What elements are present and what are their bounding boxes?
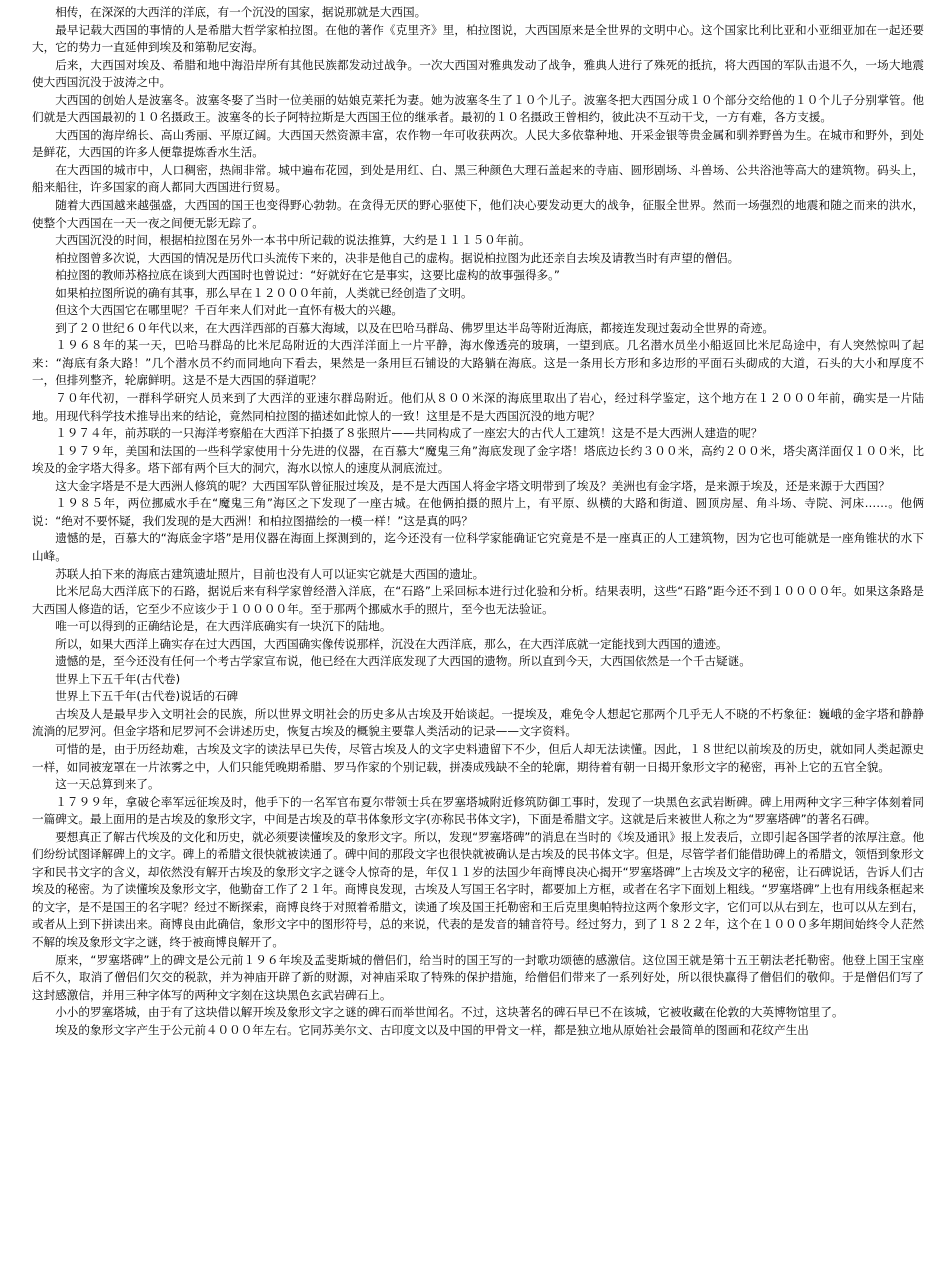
paragraph-war-earthquake: 后来，大西国对埃及、希腊和地中海沿岸所有其他民族都发动过战争。一次大西国对雅典发动了战争，雅典人进行了殊死的抵抗，将大西国的军队击退不久，一场大地震使大西国沉没于波涛之中。 bbox=[32, 57, 924, 90]
paragraph-conclusion: 唯一可以得到的正确结论是，在大西洋底确实有一块沉下的陆地。 bbox=[55, 619, 392, 634]
paragraph-civilization: 如果柏拉图所说的确有其事，那么早在１２０００年前，人类就已经创造了文明。 bbox=[55, 285, 473, 300]
paragraph-cities: 在大西国的城市中，人口稠密，热闹非常。城中遍布花园，到处是用红、白、黑三种颜色大理石盖起来的寺庙、圆形剧场、斗兽场、公共浴池等高大的建筑物。码头上，船来船往，许多国家的商人都同大西国进行贸易。 bbox=[32, 162, 924, 195]
paragraph-regret-pyramid: 遗憾的是，百慕大的“海底金字塔”是用仪器在海面上探测到的，迄今还没有一位科学家能确证它究竟是不是一座真正的人工建筑物，因为它也可能就是一座角锥状的水下山峰。 bbox=[32, 531, 924, 563]
paragraph-1960s: 到了２０世纪６０年代以来，在大西洋西部的百慕大海域，以及在巴哈马群岛、佛罗里达半岛等附近海底，都接连发现过轰动全世界的奇迹。 bbox=[55, 320, 775, 335]
paragraph-plato-record: 最早记载大西国的事情的人是希腊大哲学家柏拉图。在他的著作《克里齐》里，柏拉图说，大西国原来是全世界的文明中心。这个国家比利比亚和小亚细亚加在一起还要大，它的势力一直延伸到埃及和第勒尼安海。 bbox=[32, 22, 924, 55]
paragraph-1974-photos: １９７４年，前苏联的一只海洋考察船在大西洋下拍摄了８张照片——共同构成了一座宏大的古代人工建筑！这是不是大西洲人建造的呢？ bbox=[55, 426, 763, 441]
paragraph-bimini-road: 比米尼岛大西洋底下的石路，据说后来有科学家曾经潜入洋底，在“石路”上采回标本进行过化验和分析。结果表明，这些“石路”距今还不到１００００年。如果这条路是大西国人修造的话，它至少不应该少于１００００年。至于那两个挪威水手的照片，至今也无法验证。 bbox=[32, 584, 924, 616]
paragraph-mystery: 遗憾的是，至今还没有任何一个考古学家宣布说，他已经在大西洋底发现了大西国的遗物。所以直到今天，大西国依然是一个千古疑谜。 bbox=[55, 654, 751, 669]
paragraph-1970s-azores: ７０年代初，一群科学研究人员来到了大西洋的亚速尔群岛附近。他们从８００米深的海底里取出了岩心，经过科学鉴定，这个地方在１２０００年前，确实是一片陆地。用现代科学技术推导出来的结论，竟然同柏拉图的描述如此惊人的一致！这里是不是大西国沉没的地方呢？ bbox=[32, 391, 924, 423]
paragraph-1985-city: １９８５年，两位挪威水手在“魔鬼三角”海区之下发现了一座古城。在他俩拍摄的照片上，有平原、纵横的大路和街道、圆顶房屋、角斗场、寺院、河床……。他俩说：“绝对不要怀疑，我们发现的是大西洲！和柏拉图描绘的一模一样！”这是真的吗？ bbox=[32, 496, 924, 528]
section-heading-stele: 世界上下五千年(古代卷)说话的石碑 bbox=[55, 689, 239, 704]
paragraph-champollion: 要想真正了解古代埃及的文化和历史，就必须要读懂埃及的象形文字。所以，发现“罗塞塔碑”的消息在当时的《埃及通讯》报上发表后，立即引起各国学者的浓厚注意。他们纷纷试图译解碑上的文字。碑上的希腊文很快就被读通了。碑中间的那段文字也很快就被确认是古埃及的民书体文字。但是，尽管学者们能借助碑上的希腊文，领悟到象形文字和民书文字的含义，却依然没有解开古埃及的象形文字之谜令人惊奇的是，年仅１１岁的法国少年商博良决心揭开“罗塞塔碑”上古埃及文字的秘密，让石碑说话，告诉人们古埃及的秘密。为了读懂埃及象形文字，他勤奋工作了２１年。商博良发现，古埃及人写国王名字时，都要加上方框，或者在名字下面划上粗线。“罗塞塔碑”上也有用线条框起来的文字，是不是国王的名字呢？经过不断探索，商博良终于对照着希腊文，读通了埃及国王托勒密和王后克里奥帕特拉这两个象形文字，它们可以从右到左，也可以从左到右，或者从上到下拼读出来。商博良由此确信，象形文字中的图形符号，总的来说，代表的是发音的辅音符号。经过努力，到了１８２２年，这个在１０００多年期间始终令人茫然不解的埃及象形文字之谜，终于被商博良解开了。 bbox=[32, 829, 924, 949]
paragraph-pyramid-question: 这大金字塔是不是大西洲人修筑的呢？大西国军队曾征服过埃及，是不是大西国人将金字塔文明带到了埃及？美洲也有金字塔，是来源于埃及，还是来源于大西国？ bbox=[55, 478, 890, 493]
section-heading-book: 世界上下五千年(古代卷) bbox=[55, 671, 181, 686]
paragraph-hieroglyph-origin: 埃及的象形文字产生于公元前４０００年左右。它同苏美尔文、古印度文以及中国的甲骨文一样，都是独立地从原始社会最简单的图画和花纹产生出 bbox=[55, 1022, 809, 1037]
paragraph-1968-road: １９６８年的某一天，巴哈马群岛的比米尼岛附近的大西洋洋面上一片平静，海水像透亮的玻璃，一望到底。几名潜水员坐小船返回比米尼岛途中，有人突然惊叫了起来：“海底有条大路！”几个潜水员不约而同地向下看去，果然是一条用巨石铺设的大路躺在海底。这是一条用长方形和多边形的平面石头砌成的大道，石头的大小和厚度不一，但排列整齐，轮廓鲜明。这是不是大西国的驿道呢？ bbox=[32, 338, 924, 388]
paragraph-ancient-egypt: 古埃及人是最早步入文明社会的民族，所以世界文明社会的历史多从古埃及开始谈起。一提埃及，难免令人想起它那两个几乎无人不晓的不朽象征：巍峨的金字塔和静静流淌的尼罗河。但金字塔和尼罗河不会讲述历史，恢复古埃及的概貌主要靠人类活动的记录——文字资料。 bbox=[32, 706, 924, 739]
paragraph-ambition: 随着大西国越来越强盛，大西国的国王也变得野心勃勃。在贪得无厌的野心驱使下，他们决心要发动更大的战争，征服全世界。然而一场强烈的地震和随之而来的洪水，使整个大西国在一天一夜之间便无影无踪了。 bbox=[32, 198, 924, 230]
paragraph-day-came: 这一天总算到来了。 bbox=[55, 777, 160, 792]
paragraph-ptolemy-letter: 原来，“罗塞塔碑”上的碑文是公元前１９６年埃及孟斐斯城的僧侣们，给当时的国王写的一封歌功颂德的感激信。这位国王就是第十五王朝法老托勒密。他登上国王宝座后不久，取消了僧侣们欠交的税款，并为神庙开辟了新的财源，对神庙采取了特殊的保护措施，给僧侣们带来了一系列好处，所以很快赢得了僧侣们的敬仰。于是僧侣们写了这封感激信，并用三种字体写的两种文字刻在这块黑色玄武岩碑石上。 bbox=[32, 952, 924, 1002]
paragraph-socrates: 柏拉图的教师苏格拉底在谈到大西国时也曾说过：“好就好在它是事实，这要比虚构的故事强得多。” bbox=[55, 268, 560, 283]
paragraph-1979-pyramid: １９７９年，美国和法国的一些科学家使用十分先进的仪器，在百慕大“魔鬼三角”海底发现了金字塔！塔底边长约３００米，高约２００米，塔尖离洋面仅１００米，比埃及的金字塔大得多。塔下部有两个巨大的洞穴，海水以惊人的速度从洞底流过。 bbox=[32, 443, 924, 476]
paragraph-oral-tradition: 柏拉图曾多次说，大西国的情况是历代口头流传下来的，决非是他自己的虚构。据说柏拉图为此还亲自去埃及请教当时有声望的僧侣。 bbox=[55, 250, 740, 265]
paragraph-where: 但这个大西国它在哪里呢？千百年来人们对此一直怀有极大的兴趣。 bbox=[55, 303, 404, 318]
paragraph-soviet-photos: 苏联人拍下来的海底古建筑遗址照片，目前也没有人可以证实它就是大西国的遗址。 bbox=[55, 566, 485, 581]
paragraph-geography: 大西国的海岸绵长、高山秀丽、平原辽阔。大西国天然资源丰富，农作物一年可收获两次。人民大多依靠种地、开采金银等贵金属和驯养野兽为生。在城市和野外，到处是鲜花，大西国的许多人便靠提炼香水生活。 bbox=[32, 127, 924, 160]
paragraph-sinking-time: 大西国沉没的时间，根据柏拉图在另外一本书中所记载的说法推算，大约是１１１５０年前。 bbox=[55, 233, 531, 248]
paragraph-lost-script: 可惜的是，由于历经劫难，古埃及文字的读法早已失传，尽管古埃及人的文字史料遗留下不少，但后人却无法读懂。因此，１８世纪以前埃及的历史，就如同人类起源史一样，如同被宠罩在一片浓雾之中，人们只能凭晚期希腊、罗马作家的个别记载，拼凑成残缺不全的轮廓，期待着有朝一日揭开象形文字的秘密，再补上它的五官全貌。 bbox=[32, 741, 924, 774]
paragraph-sunken-nation: 相传，在深深的大西洋的洋底，有一个沉没的国家，据说那就是大西国。 bbox=[55, 5, 427, 19]
paragraph-therefore: 所以，如果大西洋上确实存在过大西国，大西国确实像传说那样，沉没在大西洋底，那么，在大西洋底就一定能找到大西国的遗迹。 bbox=[55, 636, 728, 651]
paragraph-poseidon: 大西国的创始人是波塞冬。波塞冬娶了当时一位美丽的姑娘克莱托为妻。她为波塞冬生了１０个儿子。波塞冬把大西国分成１０个部分交给他的１０个儿子分别掌管。他们就是大西国最初的１０名摄政王。波塞冬的长子阿特拉斯是大西国王位的继承者。最初的１０名摄政王曾相约，彼此决不互动干戈，一方有难，各方支援。 bbox=[32, 92, 924, 125]
paragraph-1799-discovery: １７９９年，拿破仑率军远征埃及时，他手下的一名军官布夏尔带领士兵在罗塞塔城附近修筑防御工事时，发现了一块黑色玄武岩断碑。碑上用两种文字三种字体刻着同一篇碑文。最上面用的是古埃及的象形文字，中间是古埃及的草书体象形文字(亦称民书体文字)，下面是希腊文字。这就是后来被世人称之为“罗塞塔碑”的著名石碑。 bbox=[32, 794, 924, 827]
paragraph-rosetta-town: 小小的罗塞塔城，由于有了这块借以解开埃及象形文字之谜的碑石而举世闻名。不过，这块著名的碑石早已不在该城，它被收藏在伦敦的大英博物馆里了。 bbox=[55, 1005, 844, 1020]
